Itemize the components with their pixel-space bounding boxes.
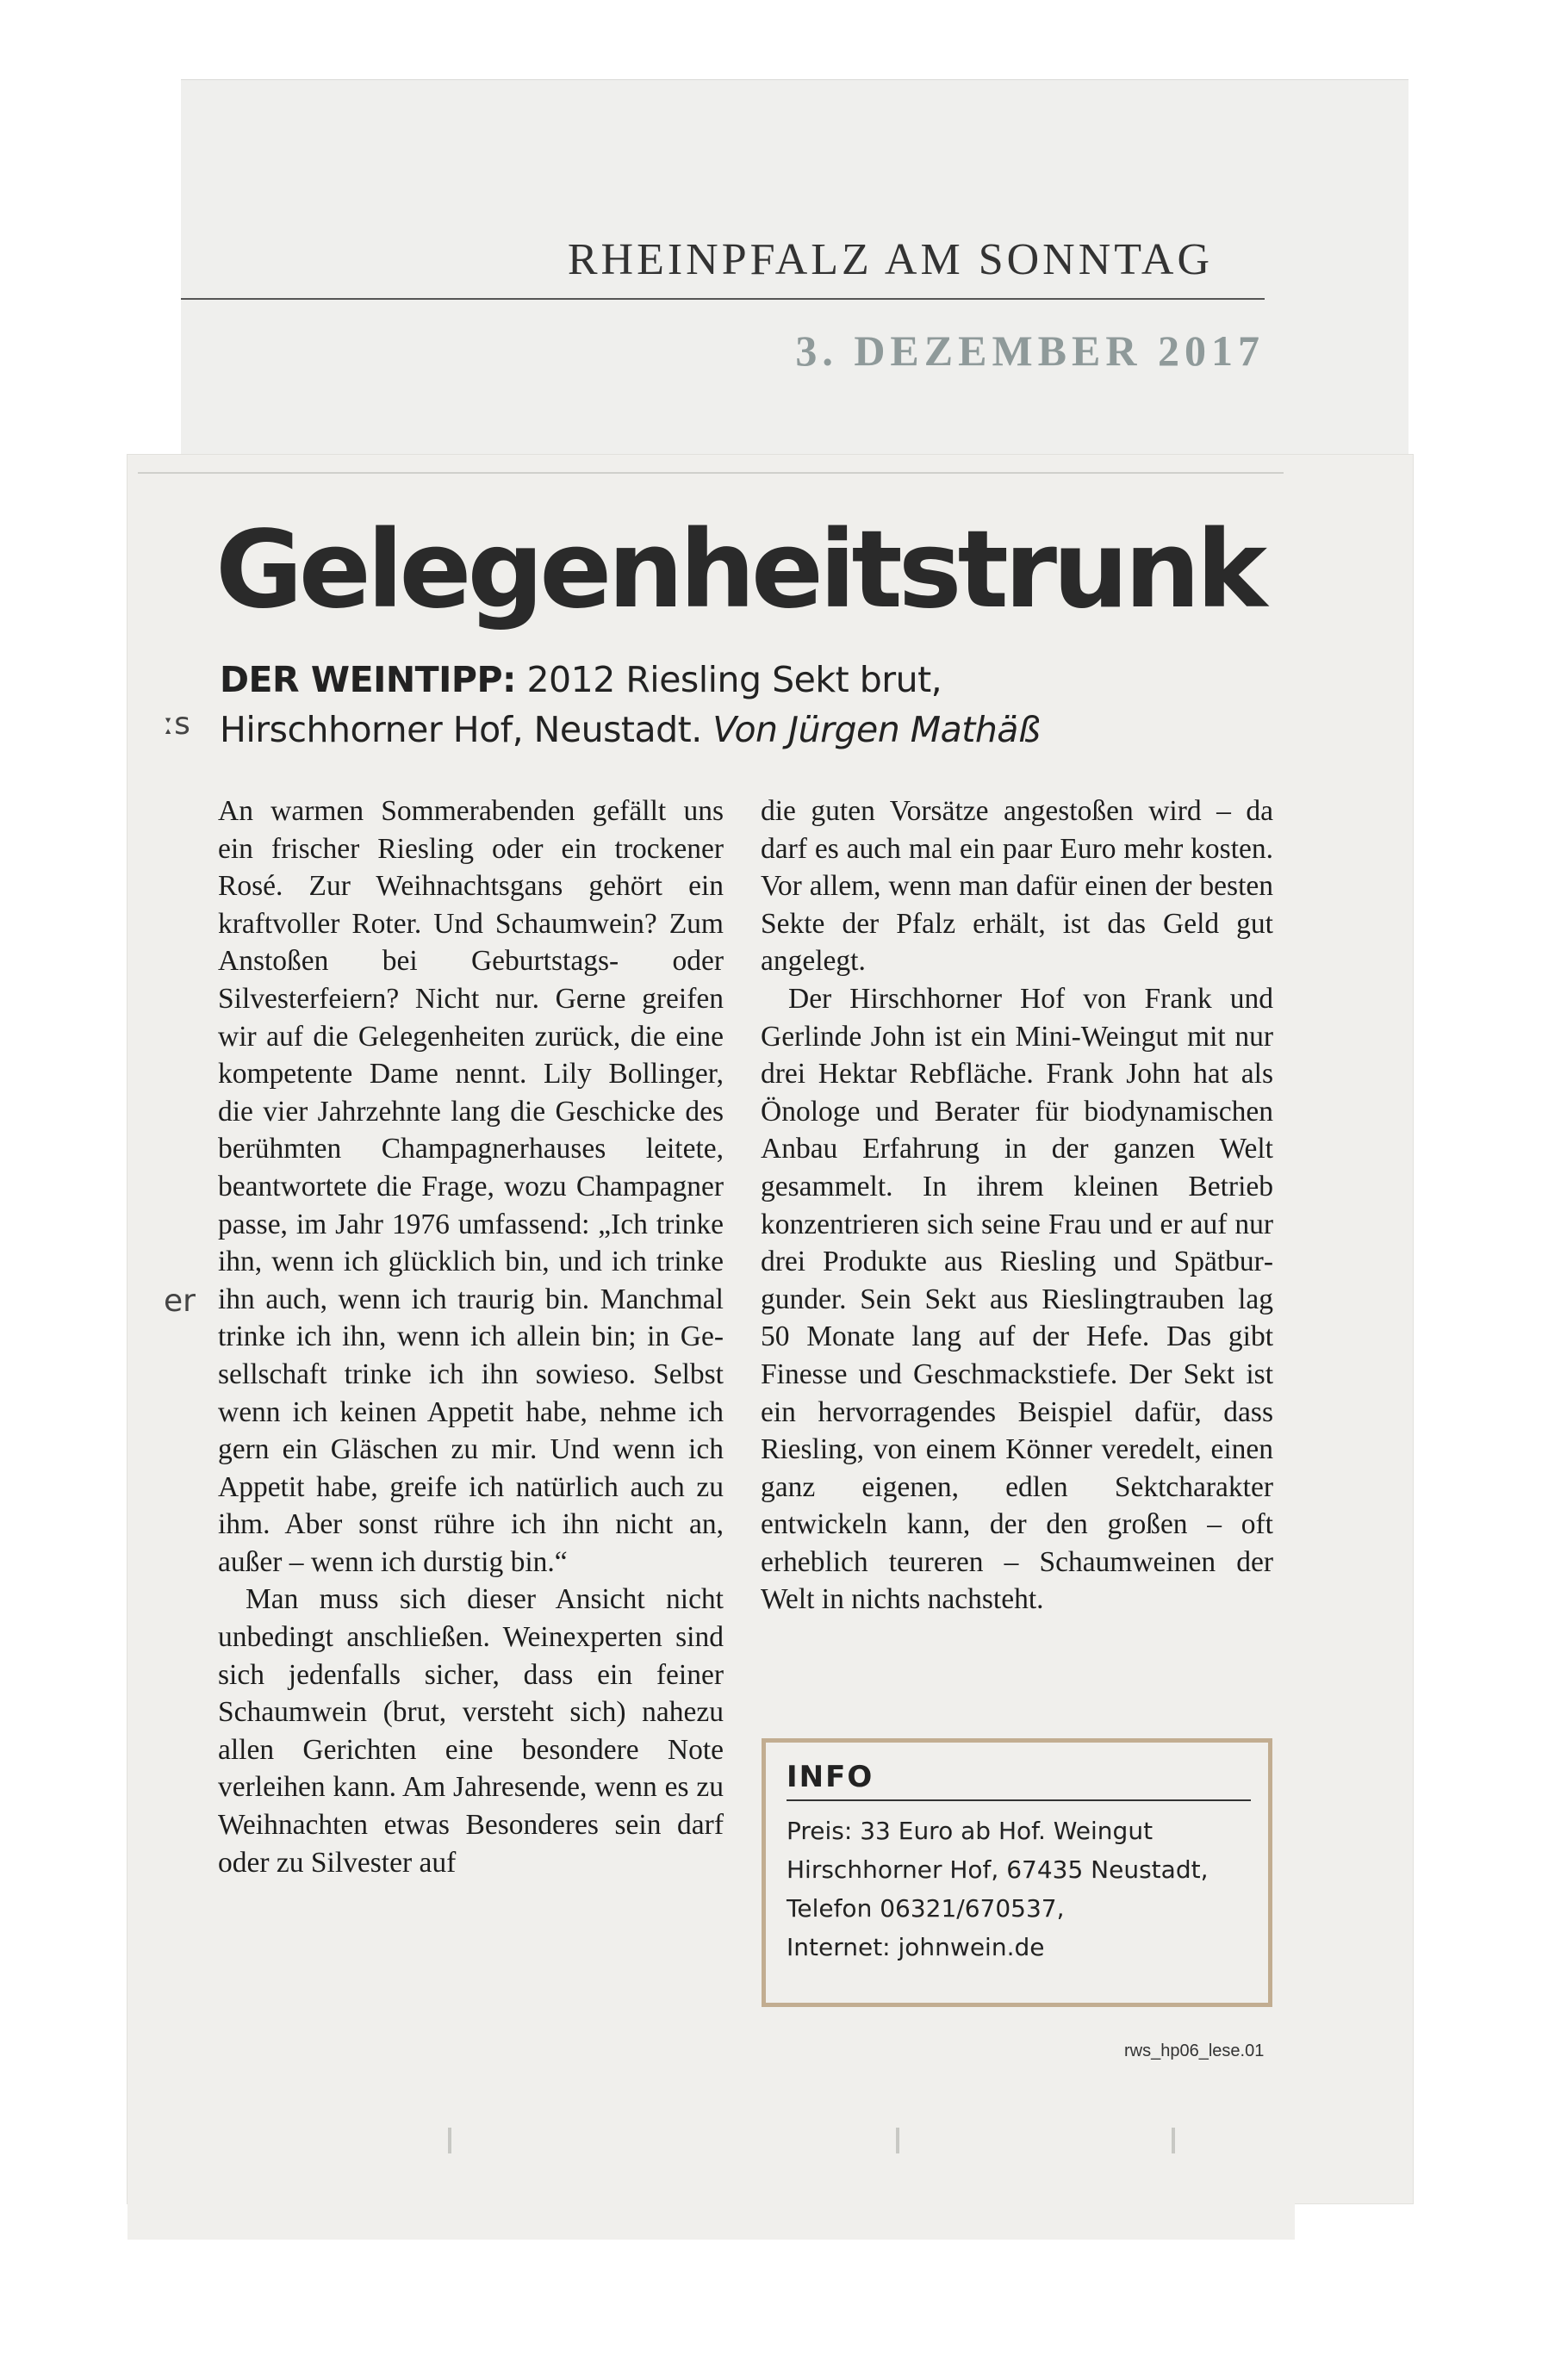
- info-line-internet: Internet: johnwein.de: [787, 1933, 1045, 1961]
- perforation-mark: [1172, 2128, 1175, 2153]
- subhead-line1: 2012 Riesling Sekt brut,: [515, 659, 942, 700]
- left-paragraph-1: An warmen Sommerabenden gefällt uns ein frischer Riesling oder ein trockener Rosé. Zur Weihnachtsgans gehört ein kraftvoller Roter. Und Schaumwein? Zum Anstoßen bei Geburtstags- oder Silvesterfeiern? Nicht nur. Gerne greifen wir auf die Gelegenheiten zurück, die eine kompetente Dame nennt. Lily Bollinger, die vier Jahrzehnte lang die Geschicke des berühmten Champagnerhauses leitete, beantwortete die Frage, wozu Champagner passe, im Jahr 1976 umfassend: „Ich trinke ihn, wenn ich glücklich bin, und ich trinke ihn auch, wenn ich traurig bin. Manchmal trinke ich ihn, wenn ich allein bin; in Gesellschaft trinke ich ihn sowieso. Selbst wenn ich keinen Appetit habe, nehme ich gern ein Gläschen zu mir. Und wenn ich Appetit habe, greife ich natürlich auch zu ihm. Aber sonst rühre ich ihn nicht an, außer – wenn ich durstig bin.“: [218, 795, 724, 1578]
- article-left-column: [218, 792, 724, 1881]
- fold-line: [138, 472, 1284, 474]
- masthead-publication: RHEINPFALZ AM SONNTAG: [567, 235, 1213, 284]
- info-box: [762, 1738, 1272, 2007]
- article-right-column: [761, 792, 1273, 1619]
- info-line-address: Hirschhorner Hof, 67435 Neustadt,: [787, 1855, 1209, 1884]
- side-fragment-1: ːs: [164, 706, 190, 742]
- left-paragraph-2: Man muss sich dieser Ansicht nicht unbedingt anschließen. Weinexperten sind sich jedenfalls sicher, dass ein feiner Schaumwein (brut, versteht sich) nahezu allen Gerichten eine besondere Note verleihen kann. Am Jahresende, wenn es zu Weihnachten etwas Besonderes sein darf oder zu Silvester auf: [218, 1583, 724, 1879]
- masthead-date: 3. DEZEMBER 2017: [795, 326, 1265, 375]
- info-line-phone: Telefon 06321/670537,: [787, 1894, 1065, 1923]
- perforation-mark: [448, 2128, 451, 2153]
- right-paragraph-1: die guten Vorsätze angestoßen wird – da darf es auch mal ein paar Euro mehr kosten. Vor allem, wenn man dafür einen der besten Sekte der Pfalz erhält, ist das Geld gut angelegt.: [761, 795, 1273, 978]
- side-fragment-2: er: [164, 1283, 196, 1319]
- info-title: INFO: [787, 1760, 1251, 1801]
- info-text: [787, 1811, 1249, 1967]
- right-paragraph-2: Der Hirschhorner Hof von Frank und Gerlinde John ist ein Mini-Weingut mit nur drei Hektar Rebfläche. Frank John hat als Önologe und Berater für biodynamischen Anbau Erfahrung in der ganzen Welt gesammelt. In ihrem kleinen Betrieb konzentrieren sich seine Frau und er auf nur drei Produkte aus Riesling und Spätburgunder. Sein Sekt aus Rieslingtrauben lag 50 Monate lang auf der Hefe. Das gibt Finesse und Geschmackstiefe. Der Sekt ist ein hervorragendes Beispiel dafür, dass Riesling, von einem Könner veredelt, einen ganz eigenen, edlen Sektcharakter entwickeln kann, der den großen – oft erheblich teureren – Schaumweinen der Welt in nichts nachsteht.: [761, 982, 1273, 1616]
- article-subhead: [220, 655, 1340, 755]
- footer-code: rws_hp06_lese.01: [1124, 2041, 1265, 2060]
- info-line-price: Preis: 33 Euro ab Hof. Weingut: [787, 1817, 1153, 1845]
- newspaper-bottom-strip: [127, 2201, 1295, 2240]
- perforation-mark: [896, 2128, 899, 2153]
- subhead-author: Von Jürgen Mathäß: [712, 709, 1041, 750]
- article-headline: Gelegenheitstrunk: [215, 508, 1264, 632]
- subhead-kicker: DER WEINTIPP:: [220, 659, 516, 700]
- masthead-rule: [181, 298, 1265, 300]
- subhead-line2: Hirschhorner Hof, Neustadt.: [220, 709, 713, 750]
